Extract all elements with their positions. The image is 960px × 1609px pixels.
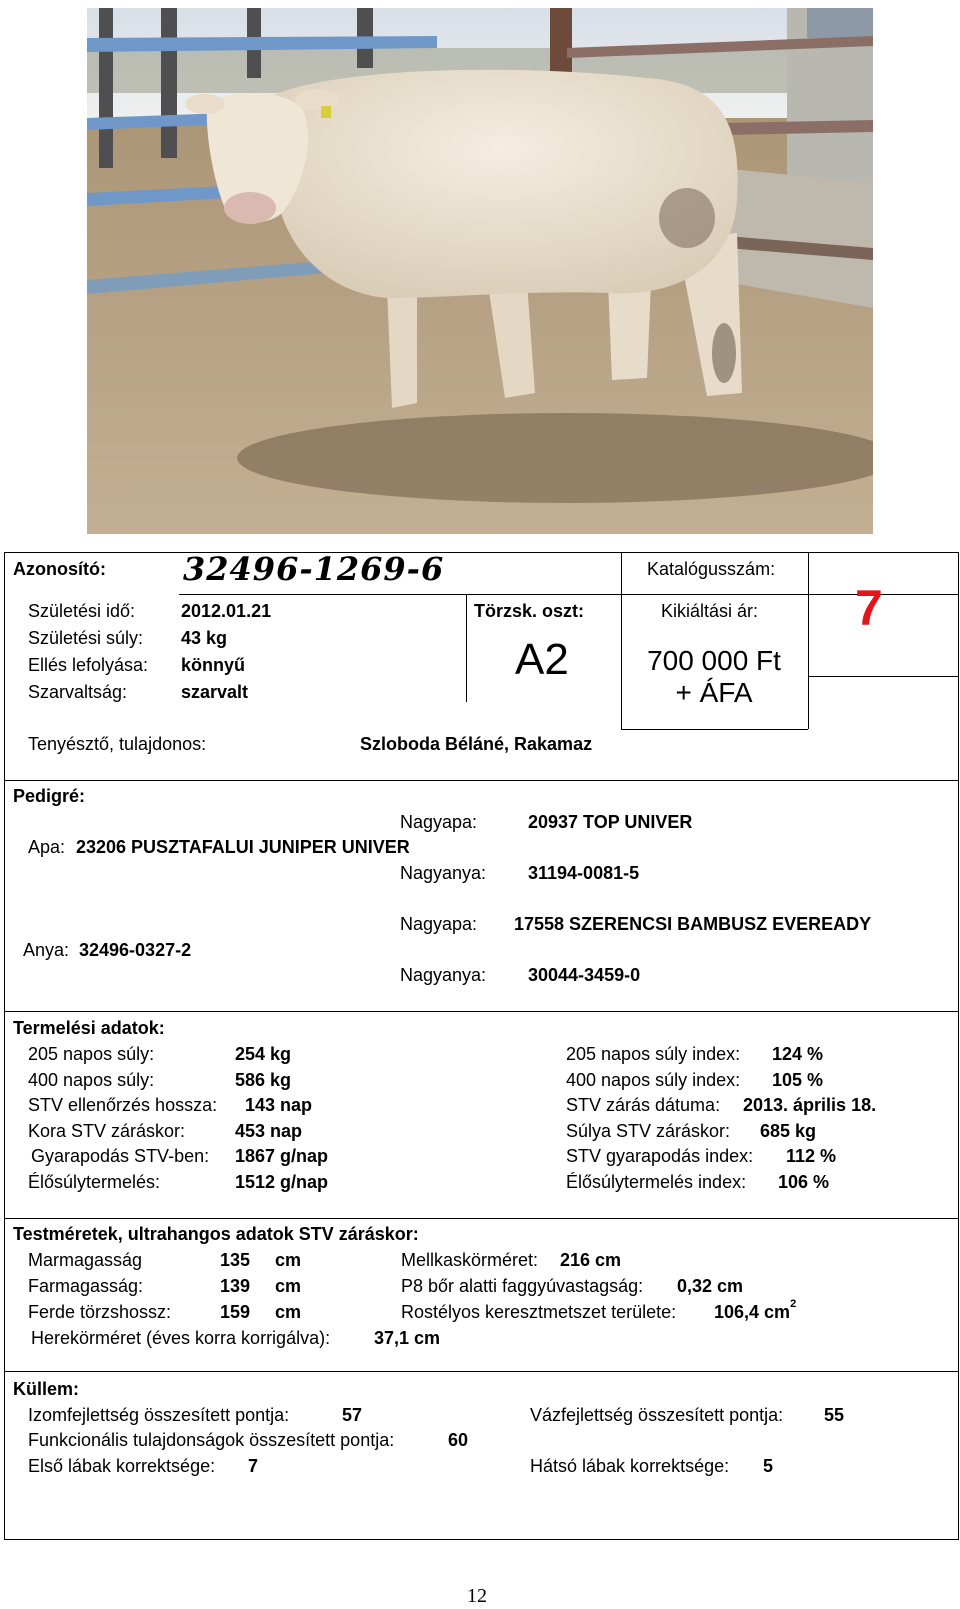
meas-left-value: 135 bbox=[220, 1250, 251, 1270]
catalog-label: Katalógusszám: bbox=[647, 559, 776, 579]
herd-class-value: A2 bbox=[515, 635, 569, 684]
id-underline bbox=[179, 594, 621, 595]
scrotal-label: Herekörméret (éves korra korrigálva): bbox=[31, 1328, 331, 1348]
meas-left-value: 139 bbox=[220, 1276, 251, 1296]
measurements-top-line bbox=[5, 1218, 958, 1219]
meas-right-value-number: 106,4 cm bbox=[714, 1302, 791, 1322]
page-number: 12 bbox=[467, 1585, 487, 1607]
herd-class-left-line bbox=[466, 594, 467, 702]
hind-legs-label: Hátsó lábak korrektsége: bbox=[530, 1456, 730, 1476]
horn-value: szarvalt bbox=[181, 682, 249, 702]
conformation-top-line bbox=[5, 1371, 958, 1372]
prod-right-label: 400 napos súly index: bbox=[566, 1070, 741, 1090]
prod-left-label: Élősúlytermelés: bbox=[28, 1172, 161, 1192]
prod-right-label: STV zárás dátuma: bbox=[566, 1095, 721, 1115]
price-vat: + ÁFA bbox=[675, 677, 753, 708]
prod-right-label: STV gyarapodás index: bbox=[566, 1146, 754, 1166]
id-label: Azonosító: bbox=[13, 559, 106, 579]
meas-right-value: 0,32 cm bbox=[677, 1276, 744, 1296]
breeder-value: Szloboda Béláné, Rakamaz bbox=[360, 734, 593, 754]
prod-right-value: 105 % bbox=[772, 1070, 824, 1090]
prod-right-label: 205 napos súly index: bbox=[566, 1044, 741, 1064]
meas-right-value: 216 cm bbox=[560, 1250, 622, 1270]
pedigree-top-line bbox=[5, 780, 958, 781]
meas-left-unit: cm bbox=[275, 1276, 302, 1296]
dam-granddam-value: 30044-3459-0 bbox=[528, 965, 641, 985]
production-title: Termelési adatok: bbox=[13, 1018, 165, 1038]
scrotal-value: 37,1 cm bbox=[374, 1328, 441, 1348]
bull-photo bbox=[87, 8, 873, 534]
muscle-label: Izomfejlettség összesített pontja: bbox=[28, 1405, 290, 1425]
breeder-label: Tenyésztő, tulajdonos: bbox=[28, 734, 207, 754]
prod-left-value: 453 nap bbox=[235, 1121, 303, 1141]
prod-left-label: 205 napos súly: bbox=[28, 1044, 155, 1064]
price-label: Kikiáltási ár: bbox=[661, 601, 759, 621]
production-top-line bbox=[5, 1011, 958, 1012]
conformation-title: Küllem: bbox=[13, 1379, 80, 1399]
meas-left-unit: cm bbox=[275, 1302, 302, 1322]
measurements-title: Testméretek, ultrahangos adatok STV záráskor: bbox=[13, 1224, 419, 1244]
meas-right-label: Rostélyos keresztmetszet területe: bbox=[401, 1302, 677, 1322]
price-amount: 700 000 Ft bbox=[647, 645, 781, 676]
catalog-box-bottom-line bbox=[808, 676, 958, 677]
prod-right-value: 124 % bbox=[772, 1044, 824, 1064]
front-legs-label: Első lábak korrektsége: bbox=[28, 1456, 216, 1476]
dam-grandsire-value: 17558 SZERENCSI BAMBUSZ EVEREADY bbox=[514, 914, 872, 934]
prod-left-value: 1867 g/nap bbox=[235, 1146, 329, 1166]
prod-right-value: 685 kg bbox=[760, 1121, 817, 1141]
sire-grandsire-value: 20937 TOP UNIVER bbox=[528, 812, 693, 832]
prod-right-label: Élősúlytermelés index: bbox=[566, 1172, 747, 1192]
calving-label: Ellés lefolyása: bbox=[28, 655, 149, 675]
herd-class-label: Törzsk. oszt: bbox=[474, 601, 585, 621]
meas-left-label: Farmagasság: bbox=[28, 1276, 144, 1296]
prod-left-label: STV ellenőrzés hossza: bbox=[28, 1095, 218, 1115]
functional-label: Funkcionális tulajdonságok összesített pontja: bbox=[28, 1430, 395, 1450]
prod-right-label: Súlya STV záráskor: bbox=[566, 1121, 731, 1141]
price-box-bottom-line bbox=[621, 729, 808, 730]
prod-left-label: Kora STV záráskor: bbox=[28, 1121, 186, 1141]
prod-right-value: 112 % bbox=[786, 1146, 837, 1166]
muscle-value: 57 bbox=[342, 1405, 363, 1425]
dam-grandsire-label: Nagyapa: bbox=[400, 914, 478, 934]
calving-value: könnyű bbox=[181, 655, 246, 675]
catalog-number: 7 bbox=[855, 580, 883, 636]
prod-right-value: 106 % bbox=[778, 1172, 830, 1192]
prod-right-value: 2013. április 18. bbox=[743, 1095, 877, 1115]
sire-label: Apa: bbox=[28, 837, 66, 857]
prod-left-value: 586 kg bbox=[235, 1070, 292, 1090]
skeletal-label: Vázfejlettség összesített pontja: bbox=[530, 1405, 784, 1425]
skeletal-value: 55 bbox=[824, 1405, 845, 1425]
dam-label: Anya: bbox=[23, 940, 70, 960]
horn-label: Szarvaltság: bbox=[28, 682, 128, 702]
prod-left-label: Gyarapodás STV-ben: bbox=[31, 1146, 210, 1166]
birth-date-label: Születési idő: bbox=[28, 601, 136, 621]
birth-weight-value: 43 kg bbox=[181, 628, 228, 648]
dam-granddam-label: Nagyanya: bbox=[400, 965, 487, 985]
meas-left-label: Ferde törzshossz: bbox=[28, 1302, 172, 1322]
pedigree-title: Pedigré: bbox=[13, 786, 86, 806]
sire-granddam-label: Nagyanya: bbox=[400, 863, 487, 883]
sire-grandsire-label: Nagyapa: bbox=[400, 812, 478, 832]
dam-value: 32496-0327-2 bbox=[79, 940, 192, 960]
functional-value: 60 bbox=[448, 1430, 469, 1450]
front-legs-value: 7 bbox=[248, 1456, 259, 1476]
meas-right-label: Mellkaskörméret: bbox=[401, 1250, 539, 1270]
prod-left-value: 254 kg bbox=[235, 1044, 292, 1064]
prod-left-value: 143 nap bbox=[245, 1095, 313, 1115]
meas-right-value bbox=[714, 1298, 797, 1323]
meas-left-value: 159 bbox=[220, 1302, 251, 1322]
hind-legs-value: 5 bbox=[763, 1456, 774, 1476]
birth-date-value: 2012.01.21 bbox=[181, 601, 272, 621]
id-value: 32496-1269-6 bbox=[183, 550, 445, 588]
animal-data-card bbox=[4, 552, 959, 1540]
meas-right-label: P8 bőr alatti faggyúvastagság: bbox=[401, 1276, 644, 1296]
meas-left-unit: cm bbox=[275, 1250, 302, 1270]
sire-value: 23206 PUSZTAFALUI JUNIPER UNIVER bbox=[76, 837, 410, 857]
squared-superscript: 2 bbox=[790, 1298, 797, 1310]
prod-left-label: 400 napos súly: bbox=[28, 1070, 155, 1090]
header-divider bbox=[621, 594, 958, 595]
birth-weight-label: Születési súly: bbox=[28, 628, 144, 648]
meas-left-label: Marmagasság bbox=[28, 1250, 143, 1270]
prod-left-value: 1512 g/nap bbox=[235, 1172, 329, 1192]
sire-granddam-value: 31194-0081-5 bbox=[528, 863, 640, 883]
